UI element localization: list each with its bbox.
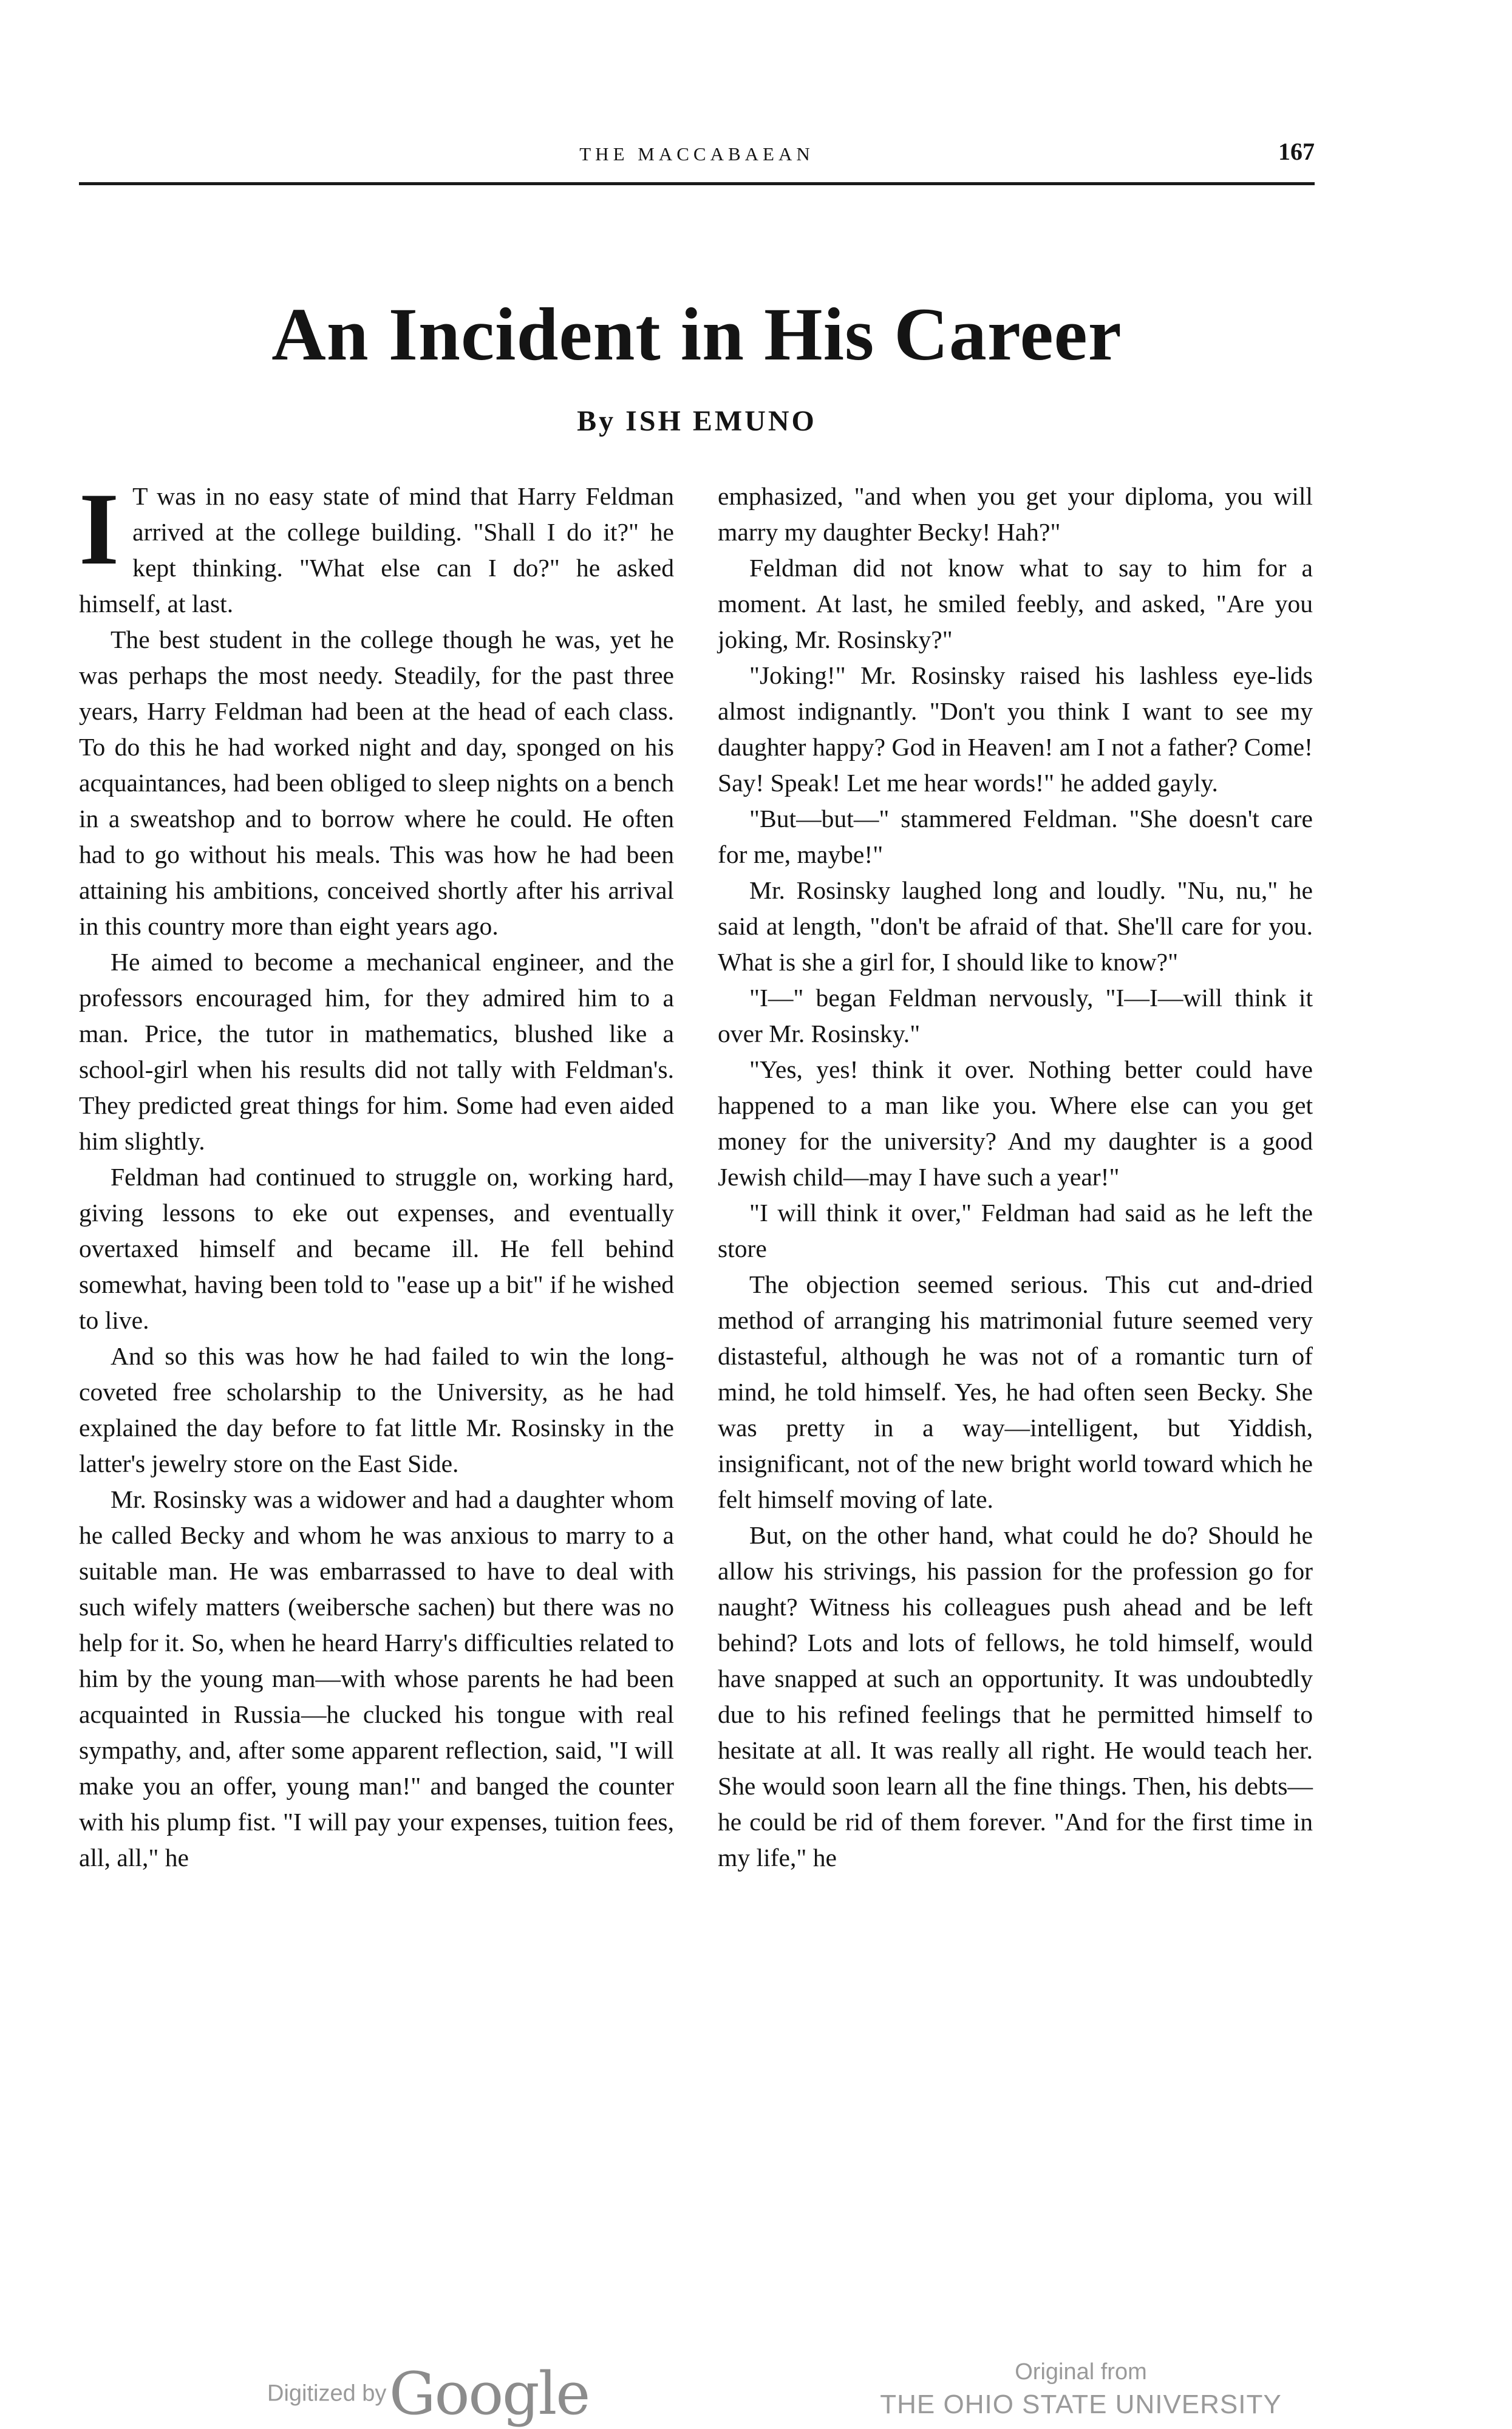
right-column bbox=[718, 479, 1313, 1876]
paragraph: "Joking!" Mr. Rosinsky raised his lashless eye-lids almost indignantly. "Don't you think I want to see my daughter happy? God in Heaven! am I not a father? Come! Say! Speak! Let me hear words!" he added gayly. bbox=[718, 661, 1313, 797]
digitized-by-watermark bbox=[267, 2360, 589, 2428]
paragraph: "Yes, yes! think it over. Nothing better could have happened to a man like you. Where else can you get money for the university? And my daughter is a good Jewish child—may I have such a year!" bbox=[718, 1055, 1313, 1191]
page-number: 167 bbox=[1278, 138, 1315, 165]
article-byline: By ISH EMUNO bbox=[577, 405, 817, 437]
paragraph-text: T was in no easy state of mind that Harry Feldman arrived at the college building. "Shall I do it?" he kept thinking. "What else can I do?" he asked himself, at last. bbox=[79, 482, 674, 618]
paragraph: Feldman did not know what to say to him for a moment. At last, he smiled feebly, and asked, "Are you joking, Mr. Rosinsky?" bbox=[718, 554, 1313, 653]
paragraph: But, on the other hand, what could he do? Should he allow his strivings, his passion for the profession go for naught? Witness his colleagues push ahead and be left behind? Lots and lots of fellows, he told himself, would have snapped at such an opportunity. It was undoubtedly due to his refined feelings that he permitted himself to hesitate at all. It was really all right. He would teach her. She would soon learn all the fine things. Then, his debts—he could be rid of them forever. "And for the first time in my life," he bbox=[718, 1521, 1313, 1872]
paragraph: He aimed to become a mechanical engineer, and the professors encouraged him, for they admired him to a man. Price, the tutor in mathematics, blushed like a school-girl when his results did not tally with Feldman's. They predicted great things for him. Some had even aided him slightly. bbox=[79, 948, 674, 1155]
header-rule bbox=[79, 182, 1315, 185]
running-title: THE MACCABAEAN bbox=[579, 143, 814, 165]
original-from-label: Original from bbox=[1015, 2359, 1147, 2385]
article-title: An Incident in His Career bbox=[271, 293, 1122, 376]
paragraph: Mr. Rosinsky laughed long and loudly. "Nu, nu," he said at length, "don't be afraid of that. She'll care for you. What is she a girl for, I should like to know?" bbox=[718, 876, 1313, 976]
paragraph: "But—but—" stammered Feldman. "She doesn't care for me, maybe!" bbox=[718, 805, 1313, 868]
drop-cap: I bbox=[79, 472, 120, 586]
digitized-label: Digitized by bbox=[267, 2380, 387, 2407]
original-source-watermark bbox=[862, 2356, 1299, 2422]
google-logo: Google bbox=[389, 2360, 590, 2428]
paragraph bbox=[79, 472, 674, 622]
paragraph: Feldman had continued to struggle on, working hard, giving lessons to eke out expenses, and eventually overtaxed himself and became ill. He fell behind somewhat, having been told to "ease up a bit" if he wished to live. bbox=[79, 1163, 674, 1334]
paragraph: "I will think it over," Feldman had said as he left the store bbox=[718, 1199, 1313, 1262]
paragraph: Mr. Rosinsky was a widower and had a daughter whom he called Becky and whom he was anxious to marry to a suitable man. He was embarrassed to have to deal with such wifely matters (weibersche sachen) but there was no help for it. So, when he heard Harry's difficulties related to him by the young man—with whose parents he had been acquainted in Russia—he clucked his tongue with real sympathy, and, after some apparent reflection, said, "I will make you an offer, young man!" and banged the counter with his plump fist. "I will pay your expenses, tuition fees, all, all," he bbox=[79, 1485, 674, 1872]
paragraph: "I—" began Feldman nervously, "I—I—will think it over Mr. Rosinsky." bbox=[718, 984, 1313, 1048]
running-header bbox=[79, 138, 1315, 177]
paragraph: And so this was how he had failed to win the long-coveted free scholarship to the University, as he had explained the day before to fat little Mr. Rosinsky in the latter's jewelry store on the East Side. bbox=[79, 1342, 674, 1477]
institution-name: THE OHIO STATE UNIVERSITY bbox=[880, 2390, 1282, 2419]
left-column bbox=[79, 472, 674, 1876]
paragraph: The best student in the college though he was, yet he was perhaps the most needy. Steadily, for the past three years, Harry Feldman had been at the head of each class. To do this he had worked night and day, sponged on his acquaintances, had been obliged to sleep nights on a bench in a sweatshop and to borrow where he could. He often had to go without his meals. This was how he had been attaining his ambitions, conceived shortly after his arrival in this country more than eight years ago. bbox=[79, 625, 674, 940]
paragraph: emphasized, "and when you get your diploma, you will marry my daughter Becky! Hah?" bbox=[718, 482, 1313, 546]
paragraph: The objection seemed serious. This cut and-dried method of arranging his matrimonial future seemed very distasteful, although he was not of a romantic turn of mind, he told himself. Yes, he had often seen Becky. She was pretty in a way—intelligent, but Yiddish, insignificant, not of the new bright world toward which he felt himself moving of late. bbox=[718, 1270, 1313, 1513]
